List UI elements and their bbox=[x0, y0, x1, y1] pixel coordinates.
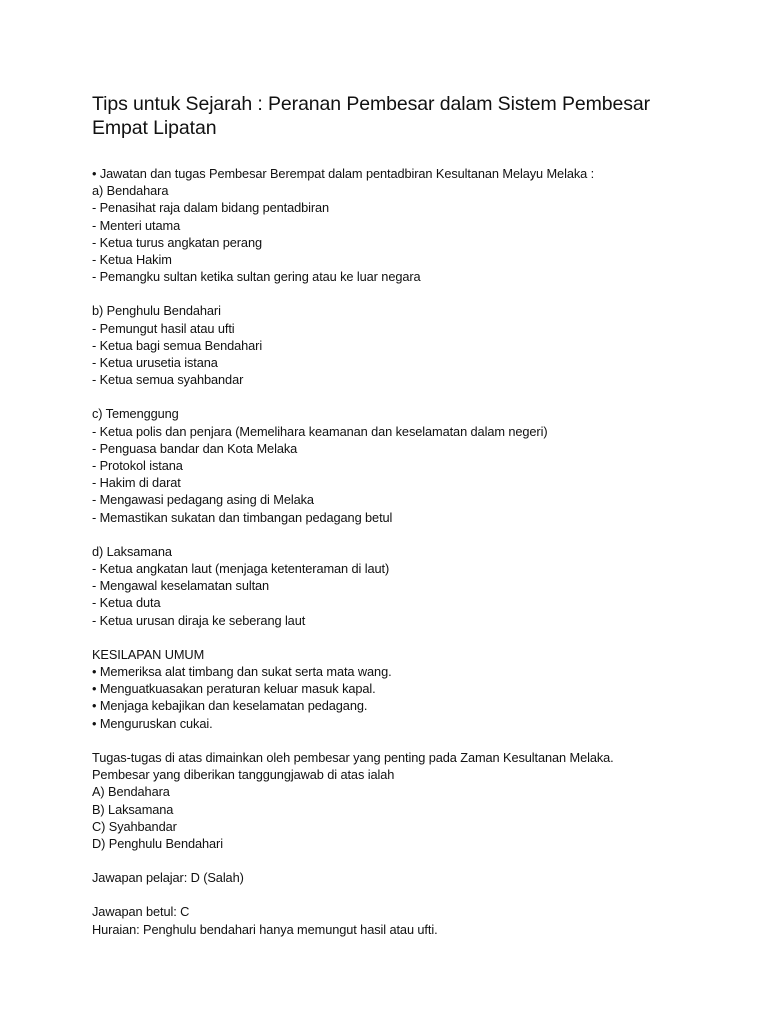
answer-option: C) Syahbandar bbox=[92, 818, 177, 834]
list-item: - Pemungut hasil atau ufti bbox=[92, 320, 235, 336]
spacer bbox=[92, 388, 732, 405]
list-item: - Ketua urusan diraja ke seberang laut bbox=[92, 612, 306, 628]
list-item: - Ketua semua syahbandar bbox=[92, 372, 244, 388]
section-heading: KESILAPAN UMUM bbox=[92, 646, 205, 662]
section-penghulu-bendahari bbox=[92, 302, 732, 388]
list-item: - Penguasa bandar dan Kota Melaka bbox=[92, 440, 298, 456]
section-heading: c) Temenggung bbox=[92, 406, 179, 422]
spacer bbox=[92, 852, 732, 869]
spacer bbox=[92, 886, 732, 903]
list-item: - Ketua Hakim bbox=[92, 252, 172, 268]
bullet-item: • Memeriksa alat timbang dan sukat serta mata wang. bbox=[92, 664, 392, 680]
answer-option: A) Bendahara bbox=[92, 784, 170, 800]
question-text: Tugas-tugas di atas dimainkan oleh pembesar yang penting pada Zaman Kesultanan Melaka. bbox=[92, 749, 614, 765]
list-item: - Ketua urusetia istana bbox=[92, 355, 218, 371]
list-item: - Mengawal keselamatan sultan bbox=[92, 578, 270, 594]
list-item: - Ketua duta bbox=[92, 595, 161, 611]
title-line-1: Tips untuk Sejarah : Peranan Pembesar dalam Sistem Pembesar bbox=[92, 93, 651, 115]
intro-bullet: • Jawatan dan tugas Pembesar Berempat dalam pentadbiran Kesultanan Melayu Melaka : bbox=[92, 166, 595, 181]
list-item: - Ketua angkatan laut (menjaga ketenteraman di laut) bbox=[92, 561, 390, 577]
list-item: - Penasihat raja dalam bidang pentadbiran bbox=[92, 200, 330, 216]
student-answer: Jawapan pelajar: D (Salah) bbox=[92, 870, 244, 886]
list-item: - Protokol istana bbox=[92, 458, 183, 474]
section-temenggung bbox=[92, 405, 732, 525]
question-block bbox=[92, 749, 732, 852]
list-item: - Ketua polis dan penjara (Memelihara keamanan dan keselamatan dalam negeri) bbox=[92, 423, 548, 439]
spacer bbox=[92, 285, 732, 302]
bullet-item: • Menguruskan cukai. bbox=[92, 715, 213, 731]
spacer bbox=[92, 732, 732, 749]
section-laksamana bbox=[92, 543, 732, 629]
list-item: - Menteri utama bbox=[92, 217, 181, 233]
question-text: Pembesar yang diberikan tanggungjawab di atas ialah bbox=[92, 767, 395, 783]
correct-answer: Jawapan betul: C bbox=[92, 904, 190, 920]
title-line-2: Empat Lipatan bbox=[92, 117, 217, 139]
answer-option: B) Laksamana bbox=[92, 801, 174, 817]
bullet-item: • Menjaga kebajikan dan keselamatan pedagang. bbox=[92, 698, 368, 714]
spacer bbox=[92, 629, 732, 646]
section-heading: a) Bendahara bbox=[92, 183, 169, 199]
explanation: Huraian: Penghulu bendahari hanya memungut hasil atau ufti. bbox=[92, 921, 438, 937]
list-item: - Hakim di darat bbox=[92, 475, 181, 491]
list-item: - Mengawasi pedagang asing di Melaka bbox=[92, 492, 314, 508]
section-heading: b) Penghulu Bendahari bbox=[92, 303, 221, 319]
list-item: - Memastikan sukatan dan timbangan pedagang betul bbox=[92, 509, 393, 525]
list-item: - Pemangku sultan ketika sultan gering atau ke luar negara bbox=[92, 269, 421, 285]
list-item: - Ketua bagi semua Bendahari bbox=[92, 337, 263, 353]
document-page bbox=[92, 92, 732, 938]
list-item: - Ketua turus angkatan perang bbox=[92, 234, 262, 250]
answer-option: D) Penghulu Bendahari bbox=[92, 835, 223, 851]
section-heading: d) Laksamana bbox=[92, 543, 172, 559]
spacer bbox=[92, 526, 732, 543]
bullet-item: • Menguatkuasakan peraturan keluar masuk kapal. bbox=[92, 681, 376, 697]
document-title bbox=[92, 92, 732, 140]
section-bendahara bbox=[92, 182, 732, 285]
section-kesilapan-umum bbox=[92, 646, 732, 732]
